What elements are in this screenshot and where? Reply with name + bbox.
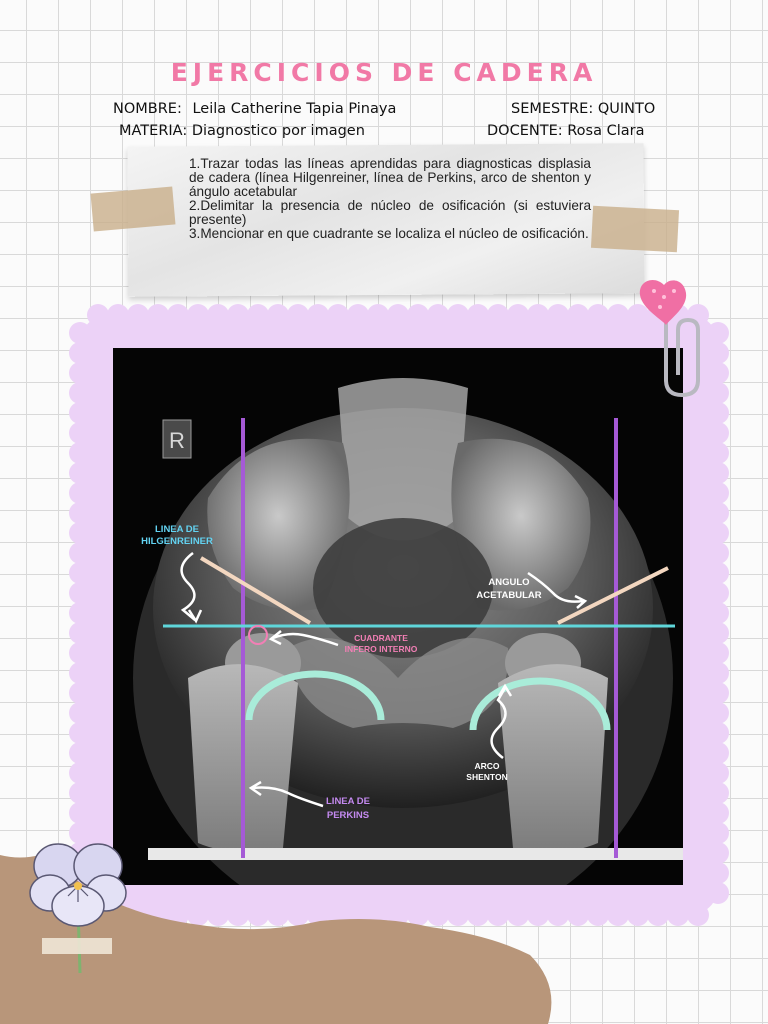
label-hilgenreiner-line2: HILGENREINER	[141, 536, 213, 547]
nombre-value: Leila Catherine Tapia Pinaya	[192, 101, 397, 117]
materia-label: MATERIA:	[119, 123, 188, 139]
hip-xray	[113, 348, 683, 885]
nombre-label: NOMBRE:	[113, 101, 182, 117]
semestre-label: SEMESTRE:	[511, 101, 594, 117]
heart-paperclip-icon	[636, 275, 716, 400]
label-cuadrante-line1: CUADRANTE	[354, 633, 408, 643]
instruction-item: 3.Mencionar en que cuadrante se localiza el núcleo de osificación.	[189, 226, 589, 241]
pansy-flower-icon	[28, 838, 128, 978]
label-arco-line2: SHENTON	[466, 772, 508, 782]
docente-label: DOCENTE:	[487, 123, 563, 139]
instruction-item: 2.Delimitar la presencia de núcleo de osificación (si estuviera presente)	[189, 198, 591, 227]
semestre-value: QUINTO	[597, 101, 656, 117]
left-femur	[498, 664, 608, 852]
xray-illustration	[113, 348, 683, 885]
label-angulo-line2: ACETABULAR	[476, 590, 542, 601]
instruction-item: 1.Trazar todas las líneas aprendidas para diagnosticas displasia de cadera (línea Hilgenreiner, línea de Perkins, arco de shenton y ángulo acetabular	[189, 156, 591, 199]
page-title: EJERCICIOS DE CADERA	[170, 58, 598, 87]
label-cuadrante-line2: INFERO INTERNO	[344, 644, 418, 654]
label-perkins-line2: PERKINS	[326, 810, 370, 821]
label-hilgenreiner-line1: LINEA DE	[155, 524, 199, 535]
label-angulo-line1: ANGULO	[488, 577, 530, 588]
r-marker: R	[169, 428, 185, 453]
materia-value: Diagnostico por imagen	[191, 123, 365, 139]
docente-value: Rosa Clara	[567, 123, 645, 139]
label-arco-line1: ARCO	[474, 761, 500, 771]
label-perkins-line1: LINEA DE	[326, 796, 370, 807]
